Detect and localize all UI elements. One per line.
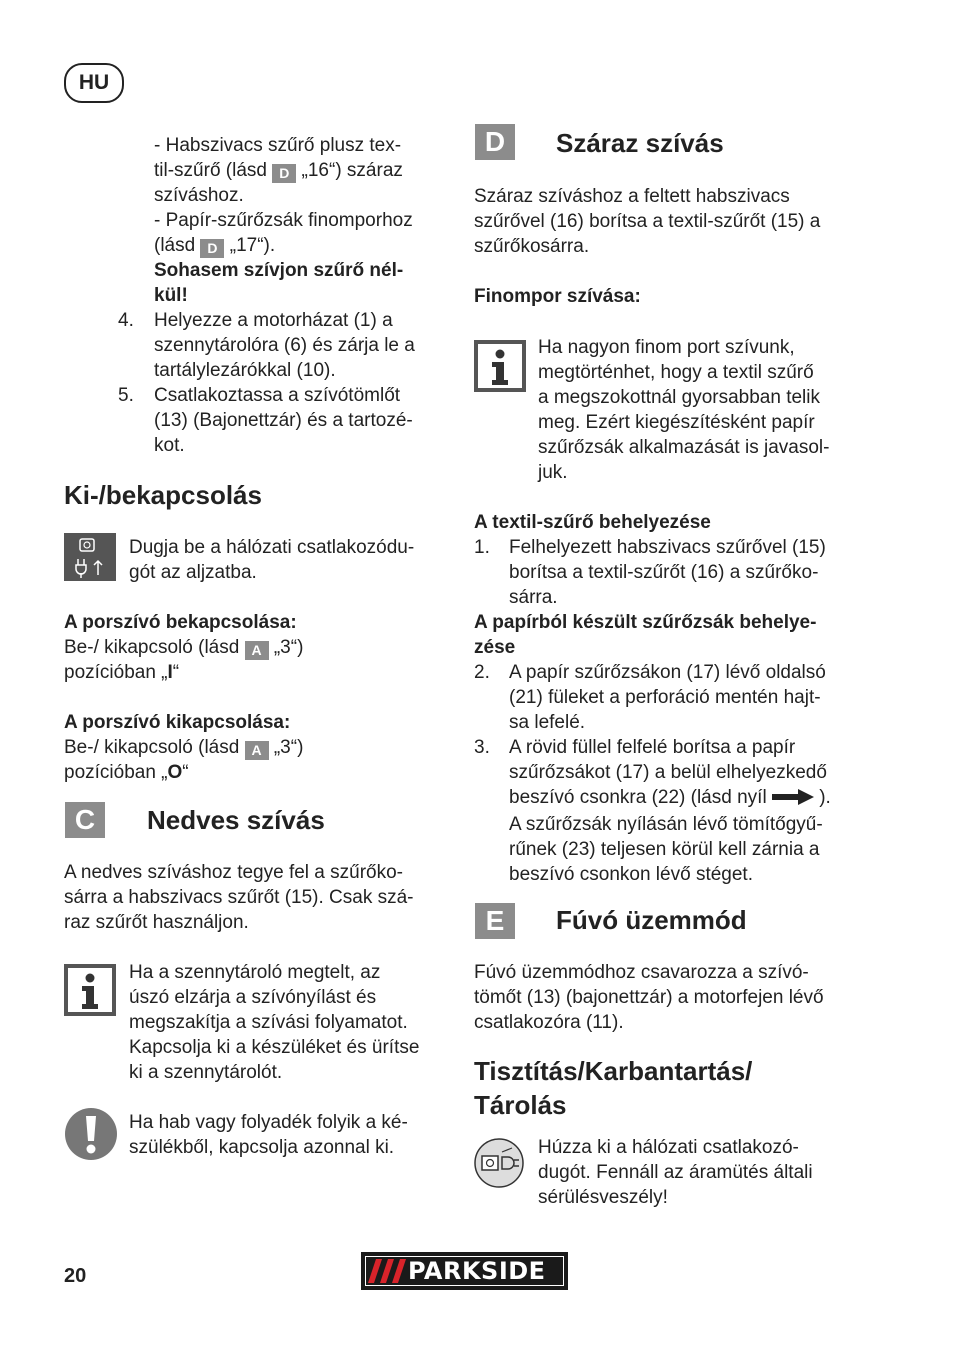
plug-instruction: Dugja be a hálózati csatlakozódu- gót az aljzatba. [129, 537, 415, 583]
blow-mode-text: Fúvó üzemmódhoz csavarozza a szívó- tömőt (13) (bajonettzár) a motorfejen lévő csatlakozóra (11). [474, 962, 824, 1033]
warning-line: Sohasem szívjon szűrő nél- [154, 260, 404, 281]
info-icon [474, 340, 526, 392]
filter-insertion-block: A textil-szűrő behelyezése 1. Felhelyezett habszivacs szűrővel (15) borítsa a textil-szűrőt (16) a szűrőko- sárra. A papírból készült szűrőzsák behelye- zése 2. A papír szűrőzsákon (17) lévő oldalsó (21) füleket a perforáció mentén hajt- sa lefelé. 3. A rövid füllel felfelé borítsa a papír szűrőzsákot (17) a belül elhelyezkedő beszívó csonkra (22) (lásd nyíl ). A szűrőzsák nyílásán lévő tömítőgyű- rűnek (23) teljesen körül kell zárnia a beszívó csonkon lévő stéget. [474, 510, 864, 887]
list-item: 5. Csatlakoztassa a szívótömlőt (13) (Bajonettzár) és a tartozé- kot. [118, 385, 413, 456]
section-ref-tag: A [245, 741, 269, 760]
info-icon [64, 964, 116, 1016]
switch-on-block: A porszívó bekapcsolása: Be-/ kikapcsoló (lásd A „3“) pozícióban „I“ [64, 612, 304, 683]
switch-off-block: A porszívó kikapcsolása: Be-/ kikapcsoló (lásd A „3“) pozícióban „O“ [64, 712, 304, 783]
plug-socket-icon [64, 533, 116, 581]
section-title: Nedves szívás [147, 805, 325, 835]
unplug-icon [474, 1138, 524, 1188]
section-letter-c: C [65, 802, 105, 838]
language-badge: HU [64, 63, 124, 103]
arrow-right-icon [772, 787, 814, 812]
section-title: Fúvó üzemmód [556, 905, 747, 935]
page-number: 20 [64, 1265, 87, 1287]
text-line: (lásd D „17“). [154, 235, 276, 256]
list-item: 1. Felhelyezett habszivacs szűrővel (15) borítsa a textil-szűrőt (16) a szűrőko- sárra. [474, 537, 826, 608]
fine-dust-info: Ha nagyon finom port szívunk, megtörténhet, hogy a textil szűrő a megszokottnál gyorsabban telik meg. Ezért kiegészítésként papír szűrőzsák alkalmazását is javasol- juk. [538, 337, 830, 483]
section-letter-e: E [475, 903, 515, 939]
info-note: Ha a szennytároló megtelt, az úszó elzárja a szívónyílást és megszakítja a szívási folyamatot. Kapcsolja ki a készüléket és ürítse ki a szennytárolót. [129, 962, 420, 1083]
warning-exclamation-icon [64, 1107, 118, 1161]
list-item: 2. A papír szűrőzsákon (17) lévő oldalsó (21) füleket a perforáció mentén hajt- sa lefelé. [474, 662, 826, 733]
warning-line: kül! [154, 285, 188, 306]
dry-suction-text: Száraz szíváshoz a feltett habszivacs szűrővel (16) borítsa a textil-szűrőt (15) a szűrőkosárra. [474, 186, 821, 257]
unplug-warning: Húzza ki a hálózati csatlakozó- dugót. Fennáll az áramütés általi sérülésveszély! [538, 1137, 813, 1208]
section-letter-d: D [475, 124, 515, 160]
warning-note: Ha hab vagy folyadék folyik a ké- szülékből, kapcsolja azonnal ki. [129, 1112, 408, 1158]
section-title: Ki-/bekapcsolás [64, 480, 262, 510]
section-title: Száraz szívás [556, 128, 724, 158]
subheading: Finompor szívása: [474, 286, 641, 307]
intro-filter-notes [118, 133, 444, 458]
section-ref-tag: A [245, 641, 269, 660]
list-item: 4. Helyezze a motorházat (1) a szennytárolóra (6) és zárja le a tartálylezárókkal (10). [118, 310, 415, 381]
section-title: Tisztítás/Karbantartás/ Tárolás [474, 1056, 753, 1120]
text-line: - Papír-szűrőzsák finomporhoz [154, 210, 413, 231]
wet-suction-text: A nedves szíváshoz tegye fel a szűrőko- sárra a habszivacs szűrőt (15). Csak szá- raz szűrőt használjon. [64, 862, 414, 933]
text-line: szíváshoz. [154, 185, 244, 206]
section-ref-tag: D [200, 239, 224, 258]
parkside-logo: PARKSIDE [361, 1252, 568, 1290]
text-line: - Habszivacs szűrő plusz tex- [154, 135, 402, 156]
text-line: til-szűrő (lásd D „16“) száraz [154, 160, 403, 181]
section-ref-tag: D [272, 164, 296, 183]
list-item: 3. A rövid füllel felfelé borítsa a papír szűrőzsákot (17) a belül elhelyezkedő beszívó csonkra (22) (lásd nyíl ). A szűrőzsák nyílásán lévő tömítőgyű- rűnek (23) teljesen körül kell zárnia a beszívó csonkon lévő stéget. [474, 737, 831, 885]
